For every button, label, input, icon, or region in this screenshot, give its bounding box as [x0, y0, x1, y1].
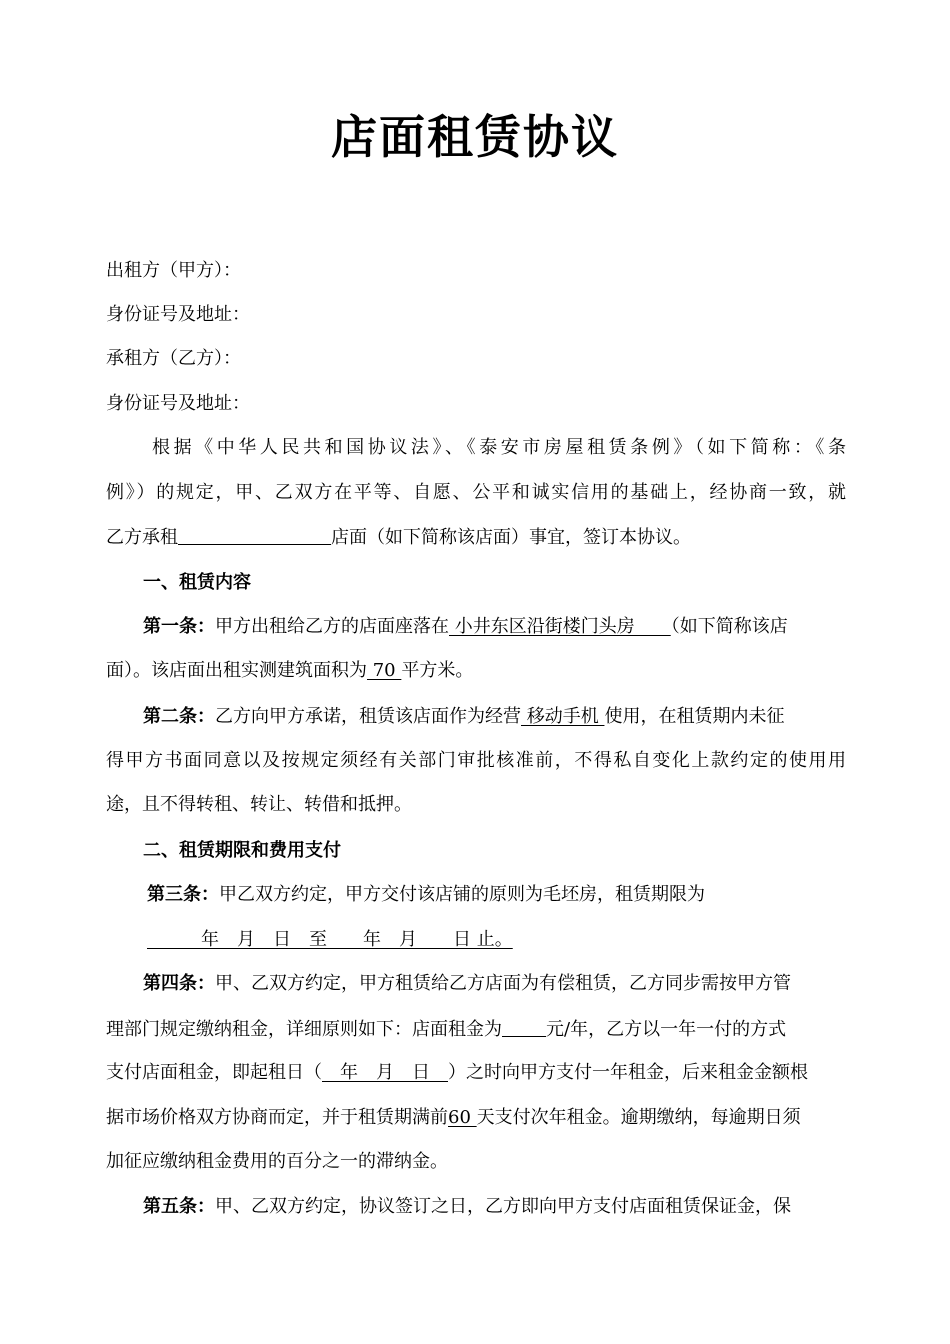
article-3-line-1 — [147, 882, 846, 908]
article-4-line-2 — [106, 1016, 846, 1043]
intro-text: 店面（如下简称该店面）事宜，签订本协议。 — [331, 527, 691, 548]
article-text: 平方米。 — [401, 660, 474, 681]
intro-text: 乙方承租 — [106, 527, 178, 548]
article-4-line-3 — [106, 1060, 846, 1086]
start-date-value: 年 月 日 — [322, 1062, 448, 1083]
article-2-line-2: 得甲方书面同意以及按规定须经有关部门审批核准前，不得私自变化上款约定的使用用 — [106, 750, 846, 771]
article-label: 第三条： — [147, 884, 219, 905]
area-value: 70 — [367, 660, 402, 681]
article-text: 乙方向甲方承诺，租赁该店面作为经营 — [215, 706, 521, 727]
article-label: 第一条： — [143, 616, 215, 637]
article-text: （如下简称该店 — [670, 616, 788, 637]
use-value: 移动手机 — [521, 706, 605, 727]
document-title: 店面租赁协议 — [331, 110, 619, 164]
lease-period-value: 年 月 日 至 年 月 日 止。 — [147, 929, 513, 950]
lessor-field: 出租方（甲方）： — [106, 260, 241, 281]
section-heading-1: 一、租赁内容 — [143, 572, 251, 593]
article-1-line-2 — [106, 658, 846, 684]
article-5-line-1 — [143, 1194, 846, 1220]
lessee-field: 承租方（乙方）： — [106, 348, 241, 369]
article-label: 第二条： — [143, 706, 215, 727]
article-text: 甲乙双方约定，甲方交付该店铺的原则为毛坯房，租赁期限为 — [219, 884, 705, 905]
payment-days-value: 60 — [448, 1107, 477, 1128]
article-text: 使用，在租赁期内未征 — [604, 706, 785, 727]
location-value: 小井东区沿街楼门头房 — [449, 616, 671, 637]
article-label: 第五条： — [143, 1196, 215, 1217]
article-text: 甲、乙双方约定，协议签订之日，乙方即向甲方支付店面租赁保证金，保 — [215, 1196, 791, 1217]
article-1-line-1 — [143, 614, 846, 640]
lessor-id-field: 身份证号及地址： — [106, 304, 250, 325]
intro-line-1: 根据《中华人民共和国协议法》、《泰安市房屋租赁条例》（如下简称：《条 — [152, 437, 846, 458]
article-4-line-5: 加征应缴纳租金费用的百分之一的滞纳金。 — [106, 1151, 448, 1172]
section-heading-2: 二、租赁期限和费用支付 — [143, 840, 341, 861]
article-text: 甲、乙双方约定，甲方租赁给乙方店面为有偿租赁，乙方同步需按甲方管 — [215, 973, 791, 994]
article-text: 甲方出租给乙方的店面座落在 — [215, 616, 449, 637]
rent-amount-blank — [502, 1016, 546, 1037]
article-4-line-4 — [106, 1105, 846, 1131]
article-text: 支付店面租金，即起租日（ — [106, 1062, 322, 1083]
article-3-line-2 — [147, 927, 887, 953]
article-text: ）之时向甲方支付一年租金，后来租金金额根 — [448, 1062, 808, 1083]
article-2-line-1 — [143, 704, 846, 730]
article-text: 理部门规定缴纳租金，详细原则如下：店面租金为 — [106, 1019, 502, 1040]
shop-name-blank — [178, 524, 331, 545]
article-2-line-3: 途，且不得转租、转让、转借和抵押。 — [106, 794, 412, 815]
article-text: 元/年，乙方以一年一付的方式 — [546, 1019, 787, 1040]
article-text: 据市场价格双方协商而定，并于租赁期满前 — [106, 1107, 448, 1128]
intro-line-3 — [106, 524, 846, 551]
article-text: 天支付次年租金。逾期缴纳，每逾期日须 — [476, 1107, 801, 1128]
article-4-line-1 — [143, 971, 846, 997]
article-text: 面）。该店面出租实测建筑面积为 — [106, 660, 367, 681]
lessee-id-field: 身份证号及地址： — [106, 393, 250, 414]
article-label: 第四条： — [143, 973, 215, 994]
intro-line-2: 例》）的规定，甲、乙双方在平等、自愿、公平和诚实信用的基础上，经协商一致，就 — [106, 482, 846, 503]
